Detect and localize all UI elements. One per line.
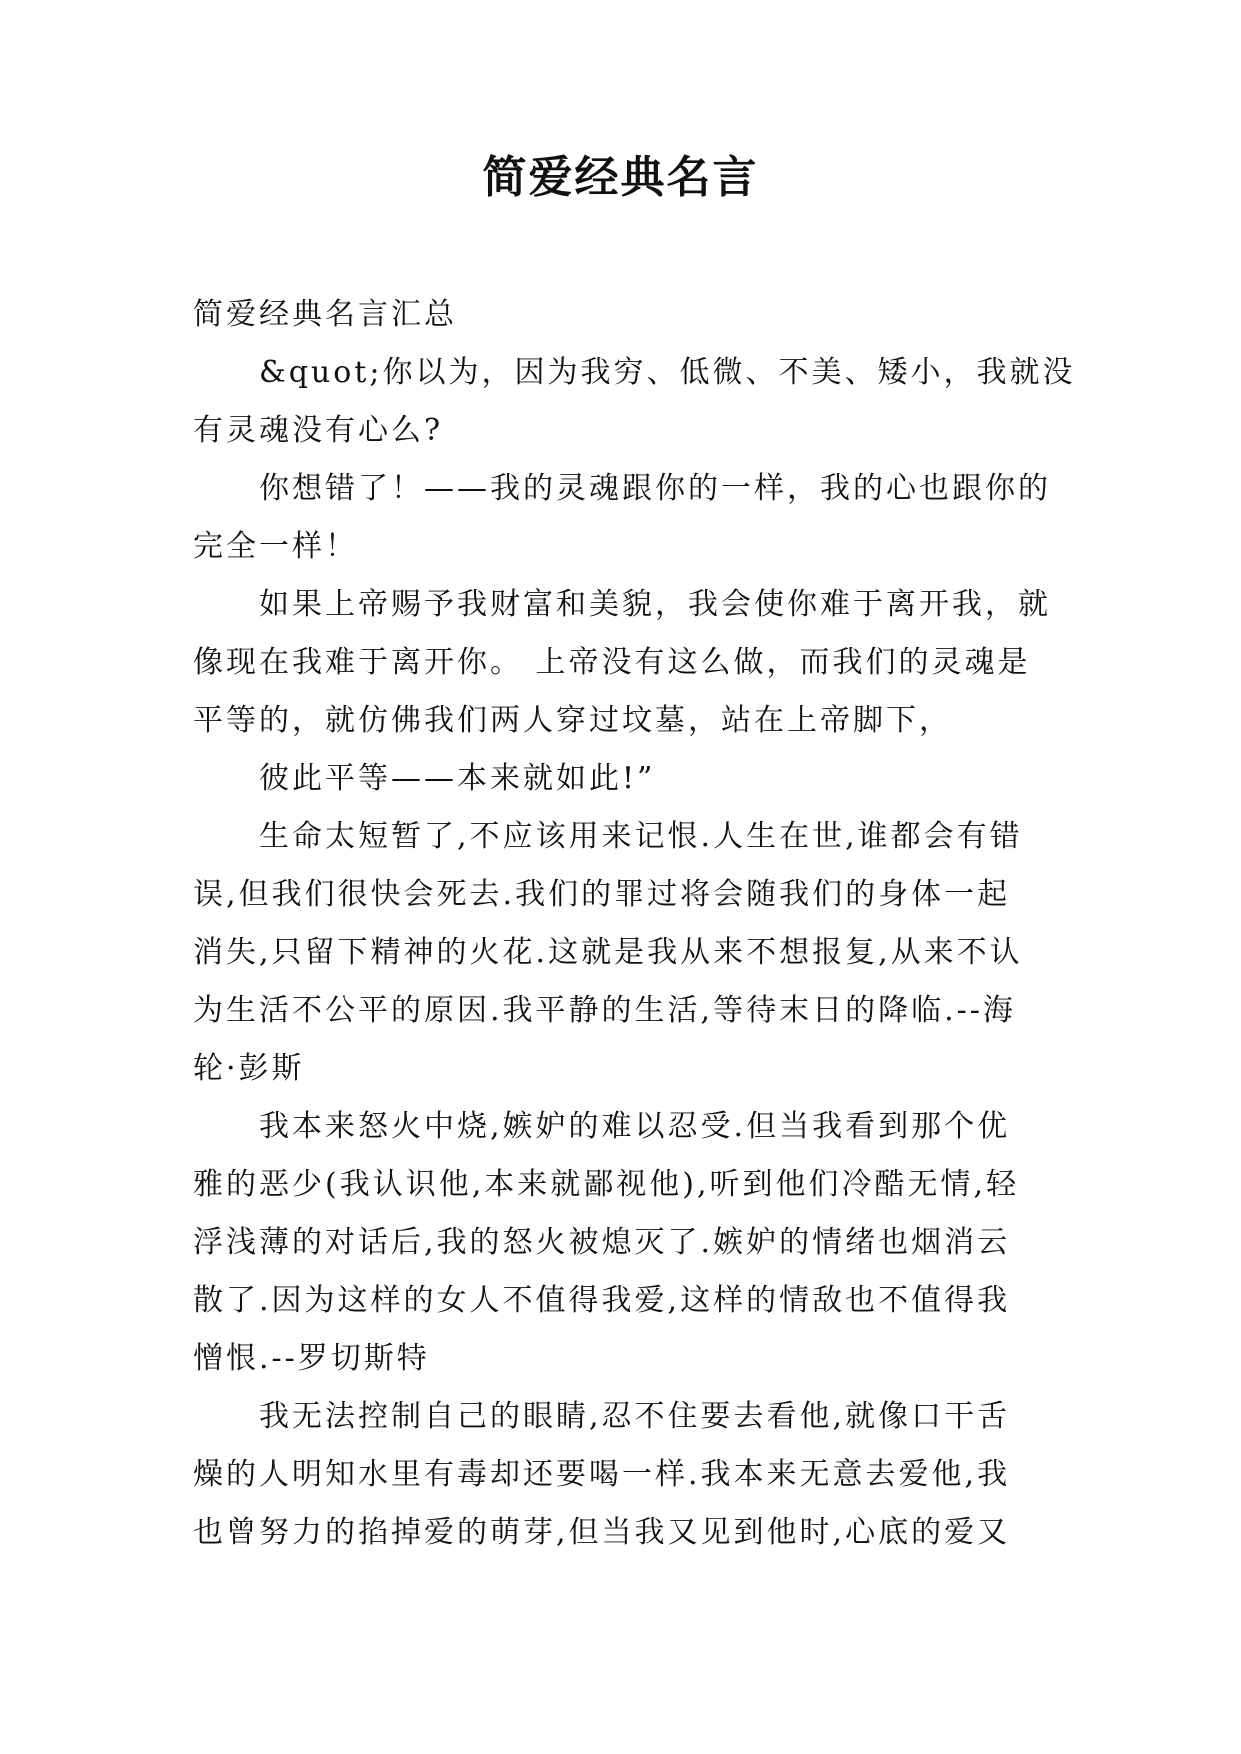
body-text xyxy=(193,286,1076,1562)
text-line: 雅的恶少(我认识他,本来就鄙视他),听到他们冷酷无情,轻 xyxy=(193,1167,1020,1202)
text-line: 消失,只留下精神的火花.这就是我从来不想报复,从来不认 xyxy=(193,935,1023,970)
text-line: 如果上帝赐予我财富和美貌，我会使你难于离开我，就 xyxy=(259,587,1051,622)
paragraph-6 xyxy=(193,1098,1053,1388)
paragraph-2 xyxy=(193,460,1053,576)
text-line: 彼此平等——本来就如此!” xyxy=(259,761,656,796)
text-line: 憎恨.--罗切斯特 xyxy=(193,1341,430,1376)
text-line: 也曾努力的掐掉爱的萌芽,但当我又见到他时,心底的爱又 xyxy=(193,1515,1011,1550)
text-line: &quot;你以为，因为我穷、低微、不美、矮小，我就没 xyxy=(259,355,1076,390)
text-line: 平等的，就仿佛我们两人穿过坟墓，站在上帝脚下， xyxy=(193,703,952,738)
text-line: 你想错了！——我的灵魂跟你的一样，我的心也跟你的 xyxy=(259,471,1051,506)
text-line: 散了.因为这样的女人不值得我爱,这样的情敌也不值得我 xyxy=(193,1283,1011,1318)
text-line: 浮浅薄的对话后,我的怒火被熄灭了.嫉妒的情绪也烟消云 xyxy=(193,1225,1011,1260)
page-title: 简爱经典名言 xyxy=(482,152,759,203)
text-line: 为生活不公平的原因.我平静的生活,等待末日的降临.--海 xyxy=(193,993,1016,1028)
text-line: 轮·彭斯 xyxy=(193,1051,305,1086)
text-line: 燥的人明知水里有毒却还要喝一样.我本来无意去爱他,我 xyxy=(193,1457,1011,1492)
text-line: 有灵魂没有心么? xyxy=(193,413,444,448)
paragraph-4 xyxy=(193,750,1053,808)
paragraph-1 xyxy=(193,344,1076,460)
paragraph-7 xyxy=(193,1388,1053,1562)
text-line: 完全一样！ xyxy=(193,529,358,564)
paragraph-3 xyxy=(193,576,1053,750)
text-line: 误,但我们很快会死去.我们的罪过将会随我们的身体一起 xyxy=(193,877,1011,912)
subheading: 简爱经典名言汇总 xyxy=(193,297,457,332)
text-line: 像现在我难于离开你。 上帝没有这么做，而我们的灵魂是 xyxy=(193,645,1031,680)
text-line: 生命太短暂了,不应该用来记恨.人生在世,谁都会有错 xyxy=(259,819,1023,854)
paragraph-5 xyxy=(193,808,1053,1098)
text-line: 我无法控制自己的眼睛,忍不住要去看他,就像口干舌 xyxy=(259,1399,1011,1434)
text-line: 我本来怒火中烧,嫉妒的难以忍受.但当我看到那个优 xyxy=(259,1109,1011,1144)
